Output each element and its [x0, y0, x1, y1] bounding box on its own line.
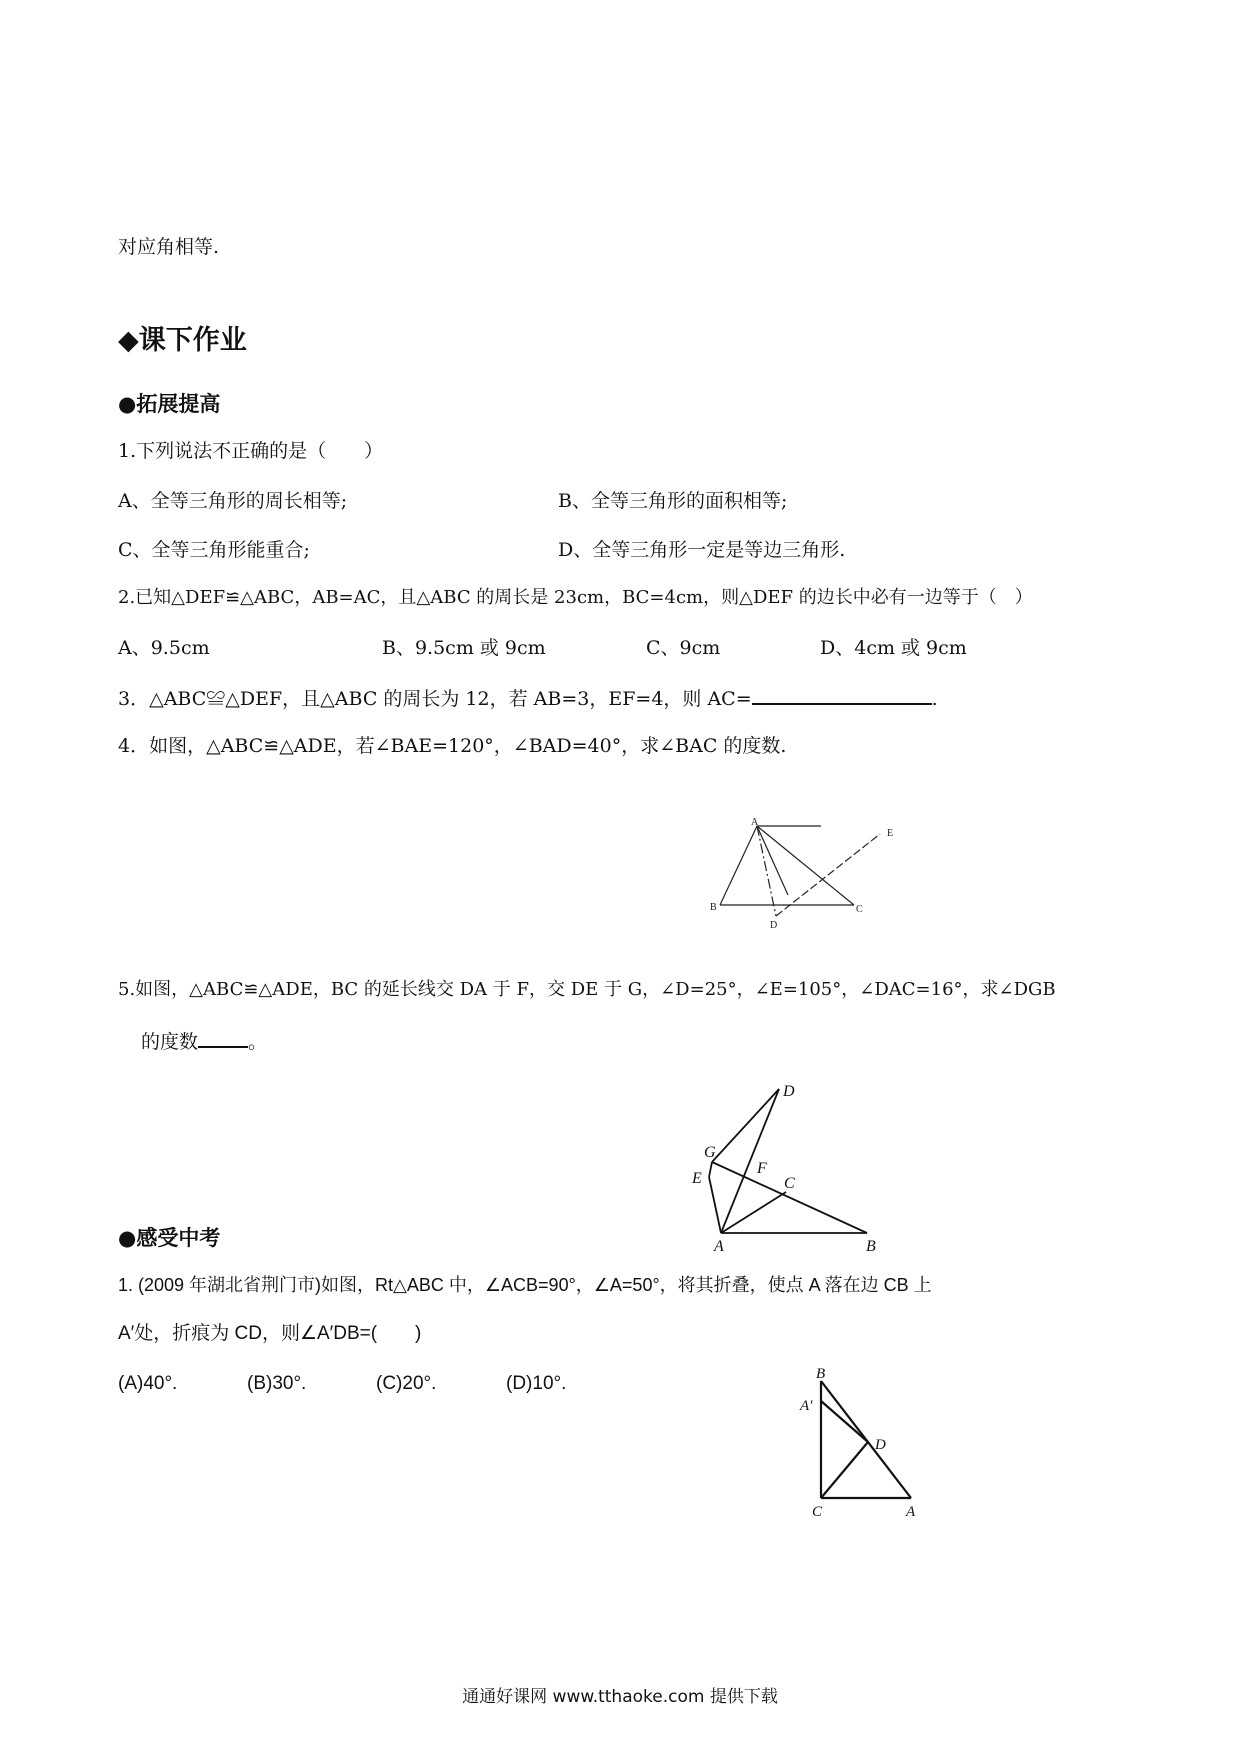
- label-d: D: [875, 1437, 886, 1453]
- label-g: G: [704, 1144, 716, 1161]
- question-2-stem: 2.已知△DEF≌△ABC，AB=AC，且△ABC 的周长是 23cm，BC=4cm，则△DEF 的边长中必有一边等于（ ）: [118, 587, 1033, 608]
- segment-ea: [709, 1177, 721, 1233]
- figure-triangles-extended: [690, 1085, 890, 1255]
- question-3: [118, 685, 938, 711]
- label-a-prime: A′: [800, 1398, 813, 1414]
- question-1-option-b: B、全等三角形的面积相等;: [558, 490, 788, 512]
- question-5-line-1: 5.如图，△ABC≌△ADE，BC 的延长线交 DA 于 F，交 DE 于 G，∠D=25°，∠E=105°，∠DAC=16°，求∠DGB: [118, 979, 1056, 1000]
- question-2-option-b: B、9.5cm 或 9cm: [382, 637, 546, 659]
- question-1-option-a: A、全等三角形的周长相等;: [118, 490, 348, 512]
- page-footer: 通通好课网 www.tthaoke.com 提供下载: [462, 1687, 778, 1707]
- exam-option-d: (D)10°.: [506, 1373, 567, 1394]
- question-3-end: .: [931, 688, 938, 710]
- segment-dg: [712, 1089, 779, 1162]
- question-1-stem: 1.下列说法不正确的是（ ）: [118, 440, 384, 462]
- figure-triangles-abc-ade: [700, 810, 910, 940]
- segment-ae: [757, 826, 788, 895]
- segment-ac: [721, 1192, 786, 1233]
- label-c: C: [812, 1504, 823, 1520]
- label-b: B: [866, 1238, 876, 1255]
- subsection-title-extension: ●拓展提高: [118, 392, 221, 416]
- exam-option-b: (B)30°.: [247, 1373, 307, 1394]
- question-5-line-2-text: 的度数: [141, 1031, 199, 1053]
- exam-question-line-1: 1. (2009 年湖北省荆门市)如图，Rt△ABC 中，∠ACB=90°，∠A=50°，将其折叠，使点 A 落在边 CB 上: [118, 1275, 932, 1295]
- question-3-stem: 3．△ABC≌△DEF，且△ABC 的周长为 12，若 AB=3，EF=4，则 AC=: [118, 688, 752, 710]
- label-b: B: [816, 1366, 826, 1382]
- label-d: D: [783, 1083, 795, 1100]
- label-a: A: [906, 1504, 916, 1520]
- segment-de: [776, 834, 880, 916]
- question-2-option-c: C、9cm: [646, 637, 721, 659]
- segment-ad: [721, 1089, 779, 1233]
- label-f: F: [757, 1160, 767, 1177]
- segment-cd: [821, 1442, 868, 1498]
- answer-blank: [198, 1028, 248, 1048]
- question-2-option-a: A、9.5cm: [118, 637, 210, 659]
- segment-ge: [709, 1162, 712, 1177]
- exam-option-c: (C)20°.: [376, 1373, 437, 1394]
- subsection-title-exam: ●感受中考: [118, 1226, 221, 1250]
- question-4-stem: 4．如图，△ABC≌△ADE，若∠BAE=120°，∠BAD=40°，求∠BAC 的度数.: [118, 735, 787, 757]
- figure-folded-right-triangle: [800, 1365, 930, 1520]
- label-c: C: [784, 1175, 795, 1192]
- question-2-option-d: D、4cm 或 9cm: [820, 637, 967, 659]
- exam-option-a: (A)40°.: [118, 1373, 178, 1394]
- label-d: D: [770, 920, 778, 931]
- exam-question-line-2: A′处，折痕为 CD，则∠A′DB=( ): [118, 1323, 422, 1344]
- label-a: A: [751, 817, 759, 828]
- label-c: C: [856, 904, 863, 915]
- question-1-option-c: C、全等三角形能重合;: [118, 539, 310, 561]
- segment-ab: [720, 826, 757, 905]
- label-e: E: [692, 1170, 702, 1187]
- label-b: B: [710, 902, 717, 913]
- question-5-end: 。: [248, 1031, 268, 1053]
- question-1-option-d: D、全等三角形一定是等边三角形.: [558, 539, 846, 561]
- section-title: ◆课下作业: [118, 325, 247, 356]
- intro-line: 对应角相等.: [118, 236, 220, 258]
- segment-a1d: [821, 1401, 868, 1442]
- label-e: E: [887, 828, 894, 839]
- label-a: A: [714, 1238, 724, 1255]
- answer-blank: [752, 685, 932, 705]
- question-5-line-2: [141, 1028, 267, 1054]
